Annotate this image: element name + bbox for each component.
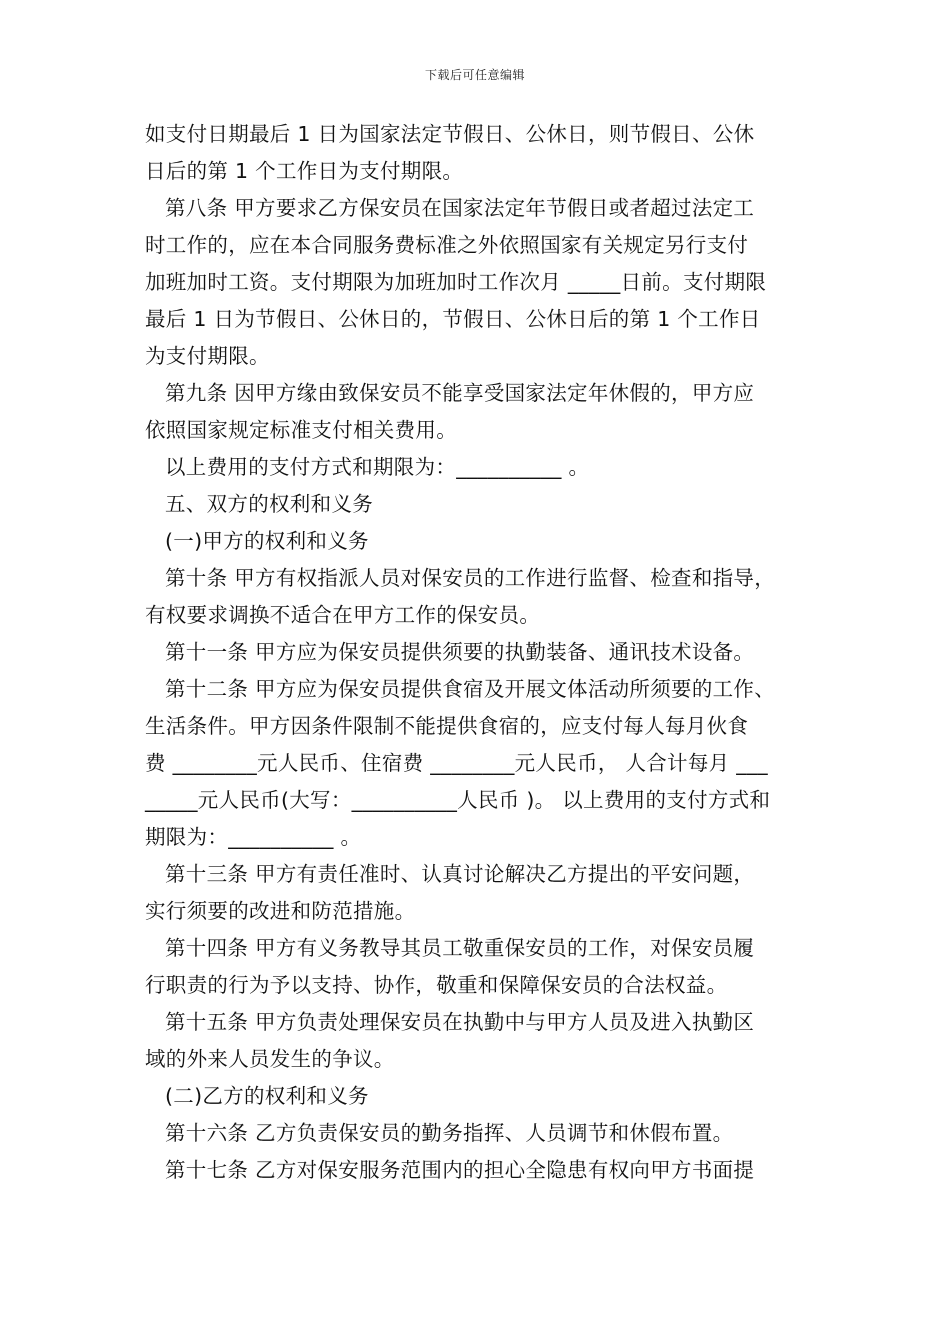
paragraph-line: 日后的第 1 个工作日为支付期限。 bbox=[145, 159, 464, 183]
paragraph-line: 费 ________元人民币、住宿费 ________元人民币， 人合计每月 ___ bbox=[145, 751, 768, 775]
paragraph-line: 第十条 甲方有权指派人员对保安员的工作进行监督、检查和指导， bbox=[165, 566, 776, 590]
paragraph-line: 生活条件。甲方因条件限制不能提供食宿的，应支付每人每月伙食 bbox=[145, 714, 749, 738]
paragraph-p14 bbox=[145, 1115, 815, 1152]
paragraph-line: 第十四条 甲方有义务教导其员工敬重保安员的工作，对保安员履 bbox=[165, 936, 755, 960]
paragraph-p7 bbox=[145, 560, 815, 634]
paragraph-line: 以上费用的支付方式和期限为：__________ 。 bbox=[165, 455, 590, 479]
paragraph-line: 第八条 甲方要求乙方保安员在国家法定年节假日或者超过法定工 bbox=[165, 196, 755, 220]
paragraph-line: 时工作的，应在本合同服务费标准之外依照国家有关规定另行支付 bbox=[145, 233, 749, 257]
paragraph-line: 有权要求调换不适合在甲方工作的保安员。 bbox=[145, 603, 541, 627]
paragraph-line: 最后 1 日为节假日、公休日的，节假日、公休日后的第 1 个工作日 bbox=[145, 307, 761, 331]
paragraph-line: 域的外来人员发生的争议。 bbox=[145, 1047, 395, 1071]
header-note: 下载后可任意编辑 bbox=[424, 68, 525, 82]
paragraph-line: 五、双方的权利和义务 bbox=[165, 492, 373, 516]
paragraph-line: _____元人民币(大写：__________人民币 )。 以上费用的支付方式和 bbox=[145, 788, 771, 812]
paragraph-p12 bbox=[145, 1004, 815, 1078]
paragraph-p15 bbox=[145, 1152, 815, 1189]
paragraph-p1 bbox=[145, 116, 815, 190]
paragraph-line: (一)甲方的权利和义务 bbox=[165, 529, 369, 553]
paragraph-line: 第十六条 乙方负责保安员的勤务指挥、人员调节和休假布置。 bbox=[165, 1121, 734, 1145]
paragraph-line: 行职责的行为予以支持、协作，敬重和保障保安员的合法权益。 bbox=[145, 973, 728, 997]
paragraph-p11 bbox=[145, 930, 815, 1004]
paragraph-line: 加班加时工资。支付期限为加班加时工作次月 _____日前。支付期限 bbox=[145, 270, 767, 294]
paragraph-p13 bbox=[145, 1078, 815, 1115]
document-body bbox=[145, 116, 815, 1189]
paragraph-line: 第十二条 甲方应为保安员提供食宿及开展文体活动所须要的工作、 bbox=[165, 677, 776, 701]
paragraph-p6 bbox=[145, 523, 815, 560]
paragraph-line: 期限为：__________ 。 bbox=[145, 825, 362, 849]
paragraph-line: 依照国家规定标准支付相关费用。 bbox=[145, 418, 457, 442]
paragraph-line: 为支付期限。 bbox=[145, 344, 270, 368]
paragraph-p3 bbox=[145, 375, 815, 449]
paragraph-line: 第十一条 甲方应为保安员提供须要的执勤装备、通讯技术设备。 bbox=[165, 640, 755, 664]
paragraph-line: 第九条 因甲方缘由致保安员不能享受国家法定年休假的，甲方应 bbox=[165, 381, 755, 405]
paragraph-line: 第十七条 乙方对保安服务范围内的担心全隐患有权向甲方书面提 bbox=[165, 1158, 755, 1182]
paragraph-p2 bbox=[145, 190, 815, 375]
paragraph-line: 实行须要的改进和防范措施。 bbox=[145, 899, 416, 923]
paragraph-p10 bbox=[145, 856, 815, 930]
paragraph-line: 如支付日期最后 1 日为国家法定节假日、公休日，则节假日、公休 bbox=[145, 122, 755, 146]
paragraph-line: 第十三条 甲方有责任准时、认真讨论解决乙方提出的平安问题， bbox=[165, 862, 755, 886]
paragraph-p9 bbox=[145, 671, 815, 856]
paragraph-line: (二)乙方的权利和义务 bbox=[165, 1084, 369, 1108]
paragraph-p4 bbox=[145, 449, 815, 486]
paragraph-p8 bbox=[145, 634, 815, 671]
paragraph-line: 第十五条 甲方负责处理保安员在执勤中与甲方人员及进入执勤区 bbox=[165, 1010, 755, 1034]
paragraph-p5 bbox=[145, 486, 815, 523]
